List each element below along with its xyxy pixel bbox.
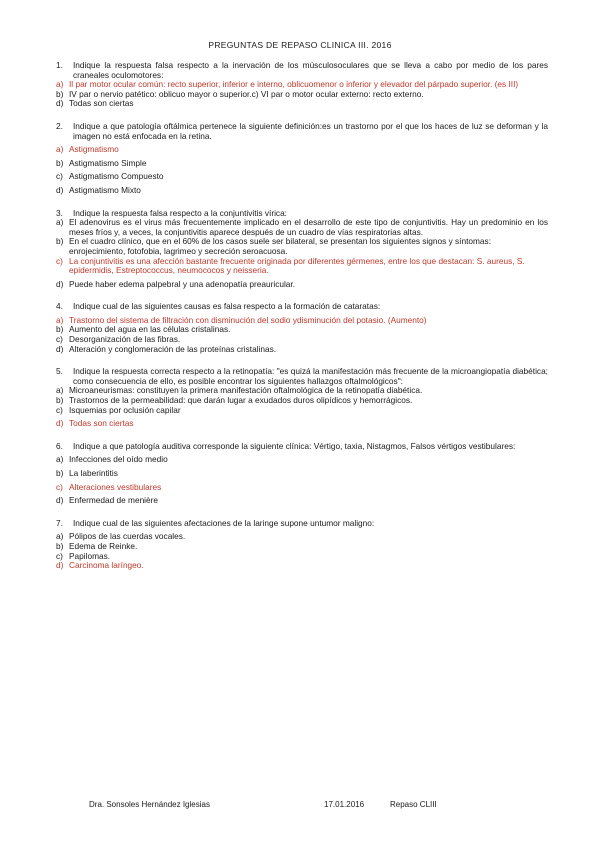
page-title: PREGUNTAS DE REPASO CLINICA III. 2016 xyxy=(208,40,392,50)
question-5-option-d: d) Todas son ciertas xyxy=(56,418,134,429)
question-3-option-d: d) Puede haber edema palpebral y una adenopatía preauricular. xyxy=(56,278,296,289)
question-number: 5. xyxy=(56,366,63,377)
question-2 xyxy=(56,122,548,141)
question-6-option-a: a) Infecciones del oído medio xyxy=(56,454,168,465)
question-2-option-b: b) Astigmatismo Simple xyxy=(56,157,147,168)
question-number: 2. xyxy=(56,120,63,131)
question-text: Indique la respuesta falsa respecto a la inervación de los músculosoculares que se lleva a cabo por medio de los pares craneales oculomotores: xyxy=(73,60,548,80)
question-5-option-c: c) Isquemias por oclusión capilar xyxy=(56,404,181,415)
question-number: 7. xyxy=(56,517,63,528)
question-5-option-b: b) Trastornos de la permeabilidad: que darán lugar a exudados duros olipídicos y hemorrágicos. xyxy=(56,395,413,406)
question-3-option-a: a) El adenovirus es el virus más frecuentemente implicado en el desarrollo de este tipo de conjuntivitis. Hay un predominio en los meses fríos y, a veces, la conjuntivitis aparece después de un cuadro de vías respiratorias altas. xyxy=(56,217,548,237)
question-5 xyxy=(56,367,548,386)
question-1-option-a: a) Il par motor ocular común: recto superior, inferior e interno, oblicuomenor o inferior y elevador del párpado superior. (es III) xyxy=(56,79,519,90)
questions-list xyxy=(56,61,548,571)
footer-date: 17.01.2016 xyxy=(324,800,365,809)
question-6-option-c: c) Alteraciones vestibulares xyxy=(56,481,162,492)
question-2-option-d: d) Astigmatismo Mixto xyxy=(56,184,141,195)
question-text: Indique la respuesta correcta respecto a la retinopatía: "es quizá la manifestación más frecuente de la microangiopatía diabética; como consecuencia de ello, es posible encontrar los siguientes hallazgos oftalmológicos": xyxy=(73,366,548,386)
question-6 xyxy=(56,442,548,452)
question-7-option-a: a) Pólipos de las cuerdas vocales. xyxy=(56,531,186,542)
question-4 xyxy=(56,302,548,312)
question-3-option-c: c) La conjuntivitis es una afección bastante frecuente originada por diferentes gérmenes, entre los que destacan: S. aureus, S. epidermidis, Estreptococcus, neumococos y neisseria. xyxy=(56,255,525,276)
question-1 xyxy=(56,61,548,80)
question-text: Indique cual de las siguientes afectaciones de la laringe supone untumor maligno: xyxy=(73,517,375,528)
question-6-option-b: b) La laberintitis xyxy=(56,468,118,478)
question-4-option-d: d) Alteración y conglomeración de las proteínas cristalinas. xyxy=(56,343,277,354)
question-text: Indique cual de las siguientes causas es falsa respecto a la formación de cataratas: xyxy=(73,301,381,312)
question-7-option-b: b) Edema de Reinke. xyxy=(56,540,138,551)
question-7-option-d: d) Carcinoma laríngeo. xyxy=(56,560,144,571)
question-number: 1. xyxy=(56,60,63,70)
footer-author: Dra. Sonsoles Hernández Iglesias xyxy=(89,800,210,809)
question-5-option-a: a) Microaneurismas: constituyen la primera manifestación oftalmológica de la retinopatía diabética. xyxy=(56,385,423,396)
question-7 xyxy=(56,519,548,529)
question-1-option-b: b) IV par o nervio patético: oblicuo mayor o superior.c) VI par o motor ocular externo: recto externo. xyxy=(56,88,424,99)
question-text: Indique a que patología auditiva corresponde la siguiente clínica: Vértigo, taxia, Nistagmos, Falsos vértigos vestibulares: xyxy=(73,440,516,451)
question-4-option-b: b) Aumento del agua en las células cristalinas. xyxy=(56,324,231,335)
footer-reference: Repaso CLIII xyxy=(390,800,437,809)
question-number: 3. xyxy=(56,207,63,218)
question-4-option-a: a) Trastorno del sistema de filtración con disminución del sodio ydisminución del potasio. (Aumento) xyxy=(56,314,427,325)
question-number: 4. xyxy=(56,301,63,312)
question-4-option-c: c) Desorganización de las fibras. xyxy=(56,334,181,345)
question-number: 6. xyxy=(56,440,63,451)
question-6-option-d: d) Enfermedad de menière xyxy=(56,495,159,506)
question-3-option-b: b) En el cuadro clínico, que en el 60% de los casos suele ser bilateral, se presentan los siguientes signos y síntomas: enrojecimiento, fotofobia, lagrimeo y secreción seroacuosa. xyxy=(56,236,491,256)
question-2-option-c: c) Astigmatismo Compuesto xyxy=(56,171,164,182)
question-2-option-a: a) Astigmatismo xyxy=(56,144,119,155)
question-text: Indique la respuesta falsa respecto a la conjuntivitis vírica: xyxy=(73,207,287,218)
question-1-option-d: d) Todas son ciertas xyxy=(56,98,134,109)
question-7-option-c: c) Papilomas. xyxy=(56,550,111,561)
question-text: Indique a que patología oftálmica pertenece la siguiente definición:es un trastorno por el que los haces de luz se deforman y la imagen no está enfocada en la retina. xyxy=(73,120,548,141)
